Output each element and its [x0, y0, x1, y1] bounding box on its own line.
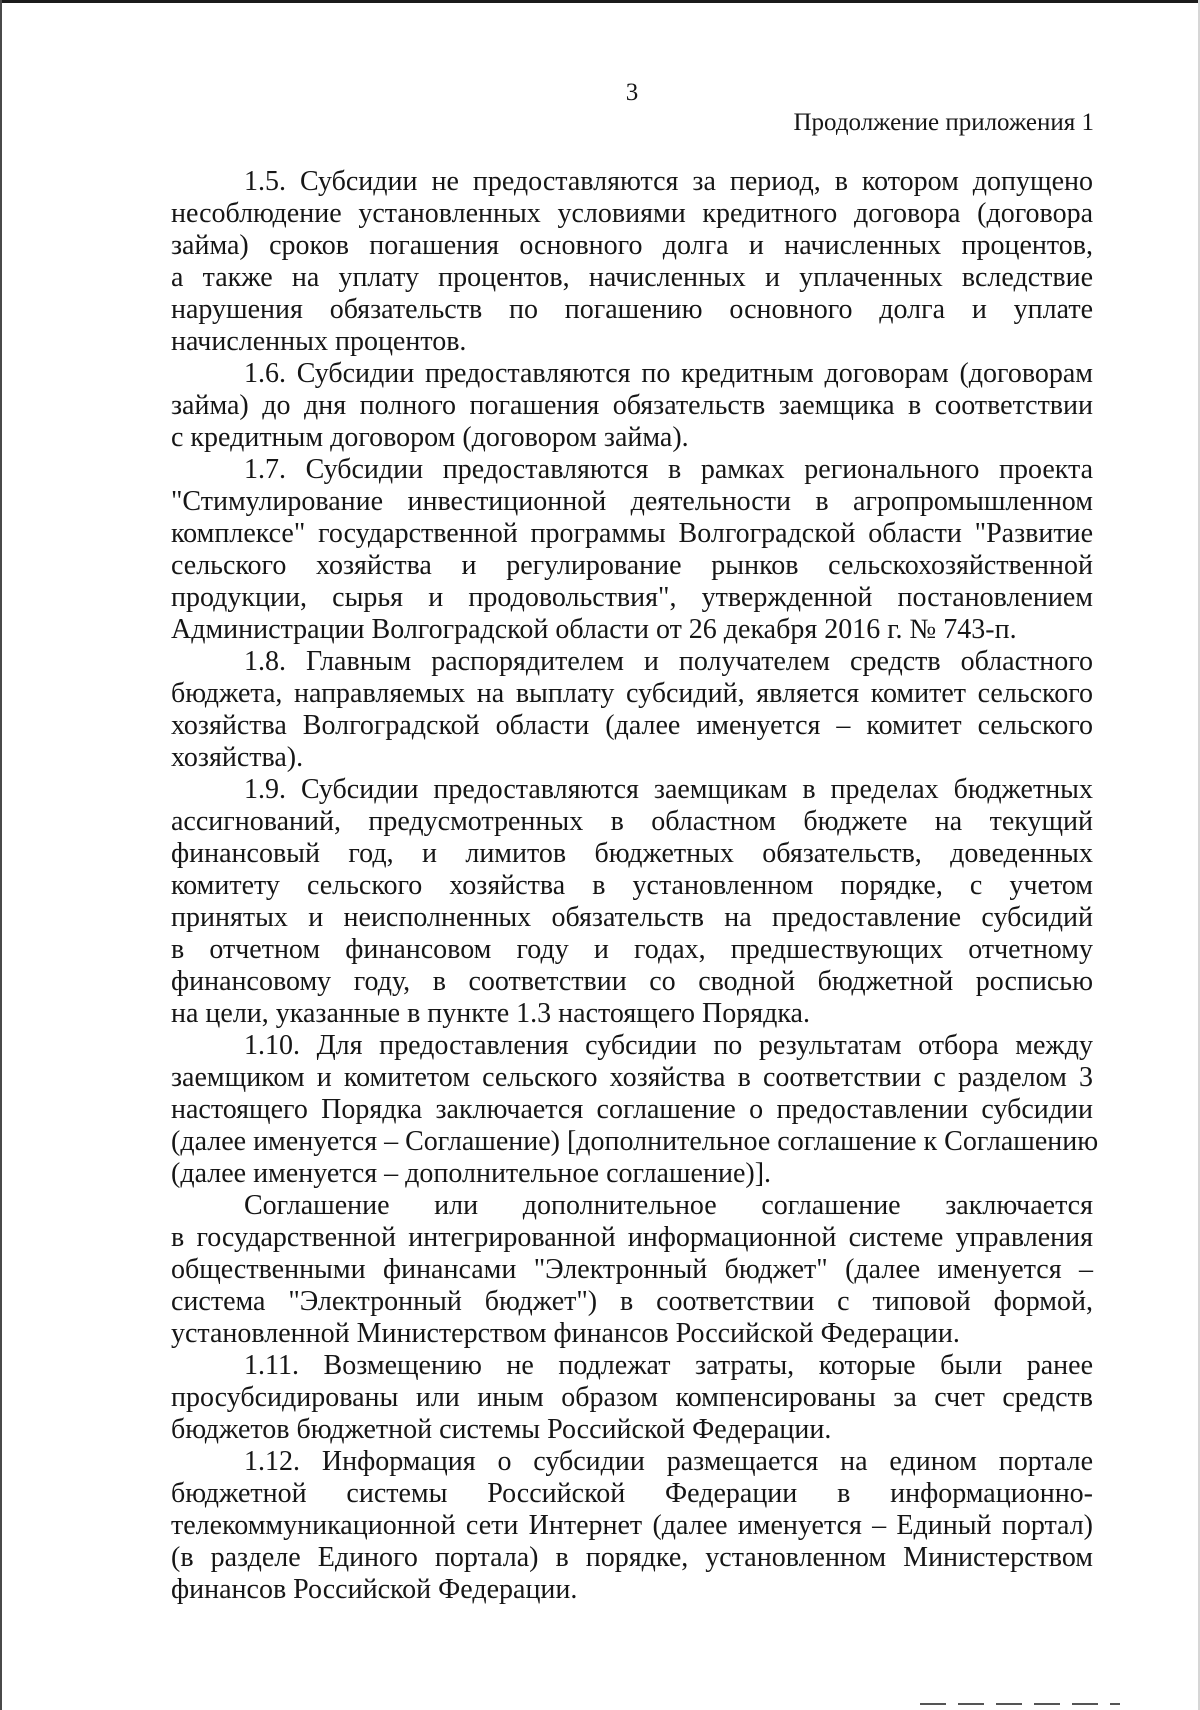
- text-line: настоящего Порядка заключается соглашение о предоставлении субсидии: [171, 1094, 1093, 1125]
- text-line: Соглашение или дополнительное соглашение заключается: [244, 1190, 1093, 1221]
- text-line: в государственной интегрированной информационной системе управления: [171, 1222, 1093, 1253]
- scan-bottom-mark: [920, 1703, 1120, 1705]
- text-line: 1.9. Субсидии предоставляются заемщикам в пределах бюджетных: [244, 774, 1093, 805]
- text-line: бюджетов бюджетной системы Российской Федерации.: [171, 1414, 832, 1445]
- text-line: в отчетном финансовом году и годах, предшествующих отчетному: [171, 934, 1093, 965]
- text-line: финансовому году, в соответствии со сводной бюджетной росписью: [171, 966, 1093, 997]
- text-line: принятых и неисполненных обязательств на предоставление субсидий: [171, 902, 1093, 933]
- text-line: общественными финансами "Электронный бюджет" (далее именуется –: [171, 1254, 1093, 1285]
- text-line: 1.5. Субсидии не предоставляются за период, в котором допущено: [244, 166, 1093, 197]
- text-line: хозяйства Волгоградской области (далее именуется – комитет сельского: [171, 710, 1093, 741]
- text-line: сельского хозяйства и регулирование рынков сельскохозяйственной: [171, 550, 1093, 581]
- text-line: 1.12. Информация о субсидии размещается на едином портале: [244, 1446, 1093, 1477]
- text-line: 1.10. Для предоставления субсидии по результатам отбора между: [244, 1030, 1093, 1061]
- text-line: несоблюдение установленных условиями кредитного договора (договора: [171, 198, 1093, 229]
- scan-top-edge: [0, 0, 1200, 3]
- text-line: (далее именуется – Соглашение) [дополнительное соглашение к Соглашению: [171, 1126, 1099, 1157]
- text-line: нарушения обязательств по погашению основного долга и уплате: [171, 294, 1093, 325]
- text-line: комитету сельского хозяйства в установленном порядке, с учетом: [171, 870, 1093, 901]
- page-number: 3: [625, 79, 639, 106]
- text-line: установленной Министерством финансов Российской Федерации.: [171, 1318, 960, 1349]
- text-line: займа) до дня полного погашения обязательств заемщика в соответствии: [171, 390, 1093, 421]
- text-line: на цели, указанные в пункте 1.3 настоящего Порядка.: [171, 998, 810, 1029]
- text-line: продукции, сырья и продовольствия", утвержденной постановлением: [171, 582, 1093, 613]
- text-line: (в разделе Единого портала) в порядке, установленном Министерством: [171, 1542, 1093, 1573]
- text-line: 1.6. Субсидии предоставляются по кредитным договорам (договорам: [244, 358, 1093, 389]
- text-line: начисленных процентов.: [171, 326, 467, 357]
- text-line: просубсидированы или иным образом компенсированы за счет средств: [171, 1382, 1093, 1413]
- text-line: система "Электронный бюджет") в соответствии с типовой формой,: [171, 1286, 1093, 1317]
- text-line: 1.8. Главным распорядителем и получателем средств областного: [244, 646, 1093, 677]
- text-line: бюджета, направляемых на выплату субсидий, является комитет сельского: [171, 678, 1093, 709]
- text-line: комплексе" государственной программы Волгоградской области "Развитие: [171, 518, 1093, 549]
- text-line: а также на уплату процентов, начисленных и уплаченных вследствие: [171, 262, 1093, 293]
- text-line: телекоммуникационной сети Интернет (далее именуется – Единый портал): [171, 1510, 1093, 1541]
- text-line: 1.11. Возмещению не подлежат затраты, которые были ранее: [244, 1350, 1093, 1381]
- text-line: с кредитным договором (договором займа).: [171, 422, 689, 453]
- text-line: 1.7. Субсидии предоставляются в рамках регионального проекта: [244, 454, 1093, 485]
- text-line: ассигнований, предусмотренных в областном бюджете на текущий: [171, 806, 1093, 837]
- text-line: заемщиком и комитетом сельского хозяйства в соответствии с разделом 3: [171, 1062, 1093, 1093]
- text-line: "Стимулирование инвестиционной деятельности в агропромышленном: [171, 486, 1093, 517]
- text-line: бюджетной системы Российской Федерации в информационно-: [171, 1478, 1093, 1509]
- appendix-continuation-label: Продолжение приложения 1: [793, 109, 1094, 136]
- text-line: Администрации Волгоградской области от 26 декабря 2016 г. № 743-п.: [171, 614, 1017, 645]
- text-line: хозяйства).: [171, 742, 304, 773]
- text-line: займа) сроков погашения основного долга и начисленных процентов,: [171, 230, 1093, 261]
- text-line: финансовый год, и лимитов бюджетных обязательств, доведенных: [171, 838, 1093, 869]
- scan-left-edge: [0, 0, 2, 1710]
- text-line: (далее именуется – дополнительное соглашение)].: [171, 1158, 772, 1189]
- text-line: финансов Российской Федерации.: [171, 1574, 578, 1605]
